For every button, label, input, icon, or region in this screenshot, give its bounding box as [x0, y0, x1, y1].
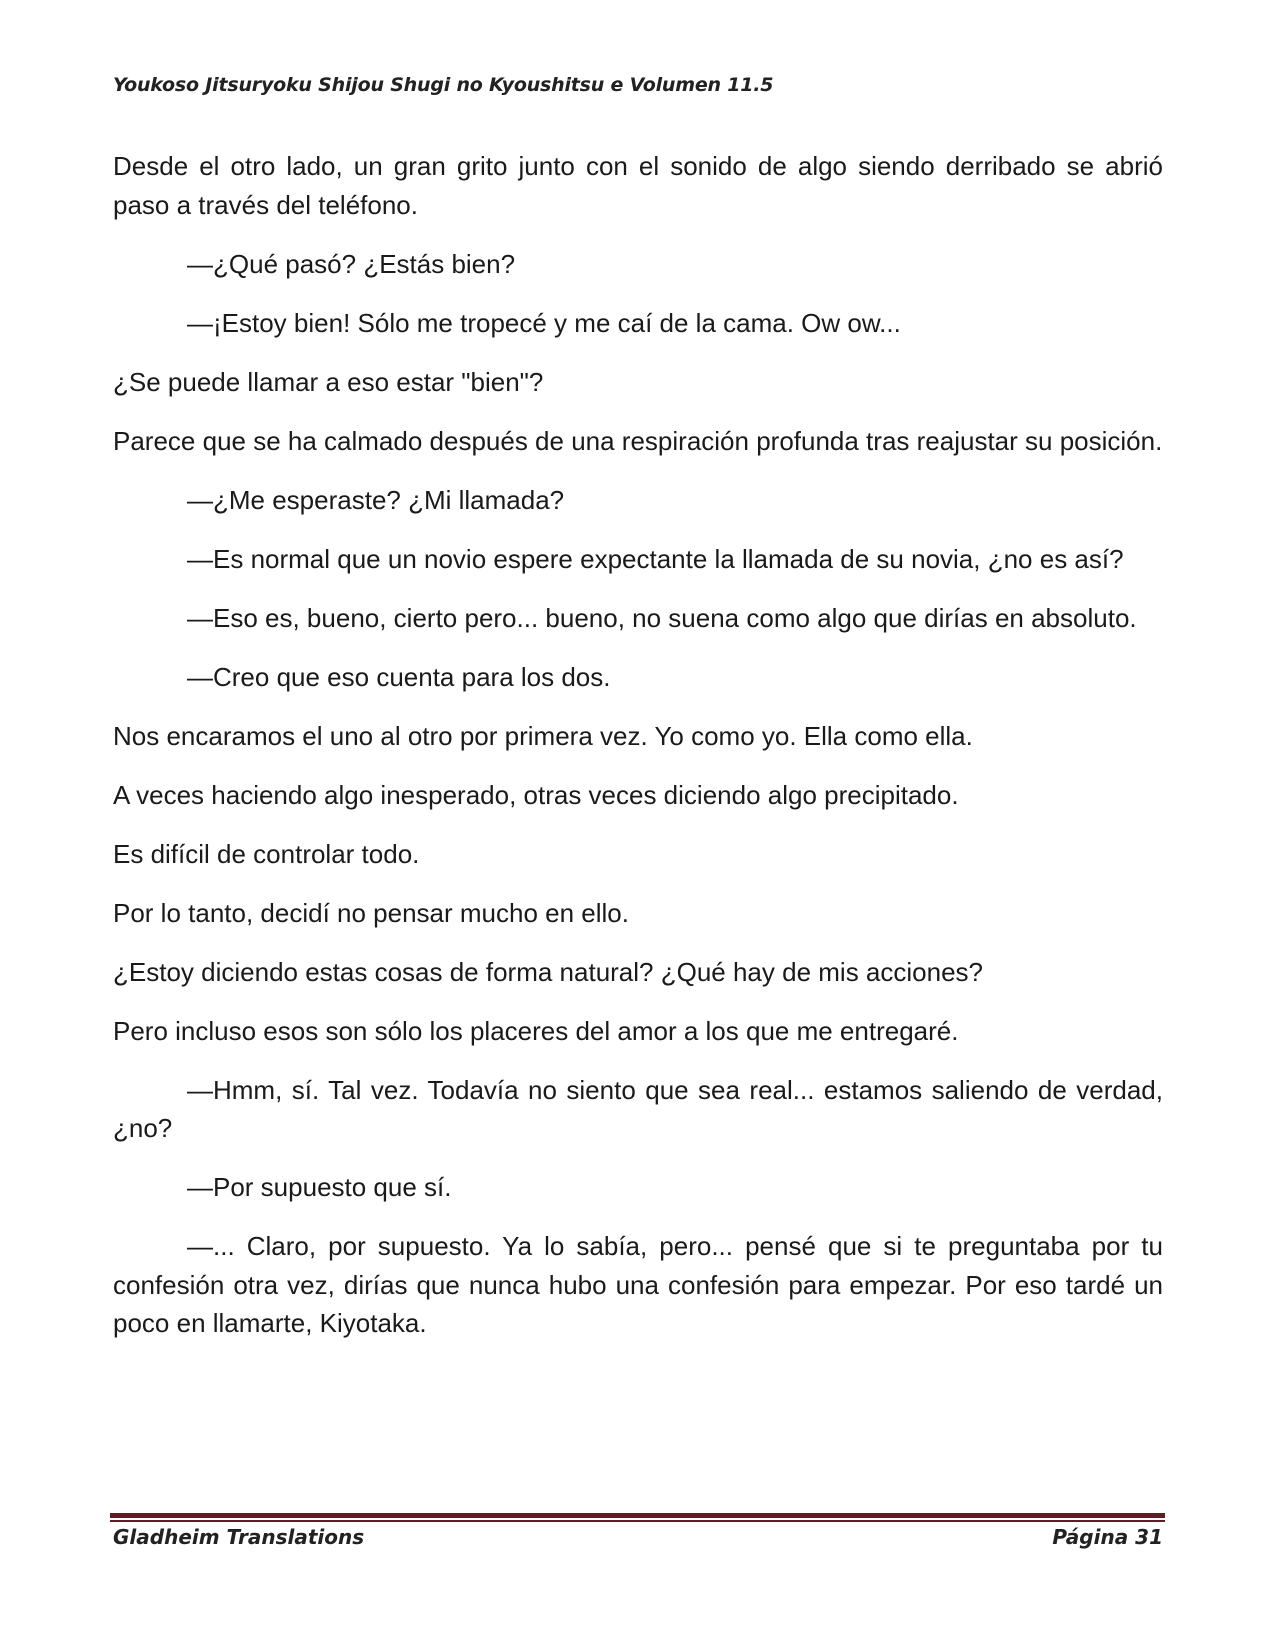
dialogue-paragraph: —¿Qué pasó? ¿Estás bien? — [187, 248, 516, 279]
narration-paragraph: Nos encaramos el uno al otro por primera vez. Yo como yo. Ella como ella. — [113, 720, 973, 751]
narration-paragraph: ¿Se puede llamar a eso estar "bien"? — [113, 366, 544, 397]
running-header-title: Youkoso Jitsuryoku Shijou Shugi no Kyoushitsu e Volumen 11.5 — [113, 74, 774, 96]
narration-paragraph: Parece que se ha calmado después de una respiración profunda tras reajustar su posición. — [113, 425, 1163, 456]
dialogue-paragraph: —Por supuesto que sí. — [187, 1172, 452, 1202]
dialogue-paragraph: —¿Me esperaste? ¿Mi llamada? — [187, 484, 565, 515]
dialogue-paragraph: —Eso es, bueno, cierto pero... bueno, no suena como algo que dirías en absoluto. — [187, 602, 1137, 633]
narration-paragraph: Pero incluso esos son sólo los placeres del amor a los que me entregaré. — [113, 1015, 959, 1046]
narration-paragraph: Es difícil de controlar todo. — [113, 838, 420, 869]
narration-paragraph: Por lo tanto, decidí no pensar mucho en ello. — [113, 897, 629, 928]
footer-divider — [110, 1513, 1165, 1522]
narration-paragraph: ¿Estoy diciendo estas cosas de forma natural? ¿Qué hay de mis acciones? — [113, 956, 983, 987]
narration-paragraph: Desde el otro lado, un gran grito junto con el sonido de algo siendo derribado se abrió paso a través del teléfono. — [113, 151, 1163, 220]
dialogue-paragraph: —... Claro, por supuesto. Ya lo sabía, pero... pensé que si te preguntaba por tu confesión otra vez, dirías que nunca hubo una confesión para empezar. Por eso tardé un poco en llamarte, Kiyotaka. — [113, 1231, 1163, 1338]
footer-divider-thick-line — [110, 1513, 1165, 1518]
dialogue-paragraph: —¡Estoy bien! Sólo me tropecé y me caí de la cama. Ow ow... — [187, 307, 901, 338]
dialogue-paragraph: —Creo que eso cuenta para los dos. — [187, 661, 611, 692]
dialogue-paragraph: —Hmm, sí. Tal vez. Todavía no siento que sea real... estamos saliendo de verdad, ¿no? — [113, 1074, 1163, 1143]
footer-page-number: Página 31 — [1052, 1525, 1163, 1549]
narration-paragraph: A veces haciendo algo inesperado, otras veces diciendo algo precipitado. — [113, 779, 959, 810]
page-body — [113, 147, 1163, 1363]
footer-translator-credit: Gladheim Translations — [113, 1525, 365, 1549]
dialogue-paragraph: —Es normal que un novio espere expectante la llamada de su novia, ¿no es así? — [187, 543, 1124, 574]
footer-divider-thin-line — [110, 1520, 1165, 1522]
